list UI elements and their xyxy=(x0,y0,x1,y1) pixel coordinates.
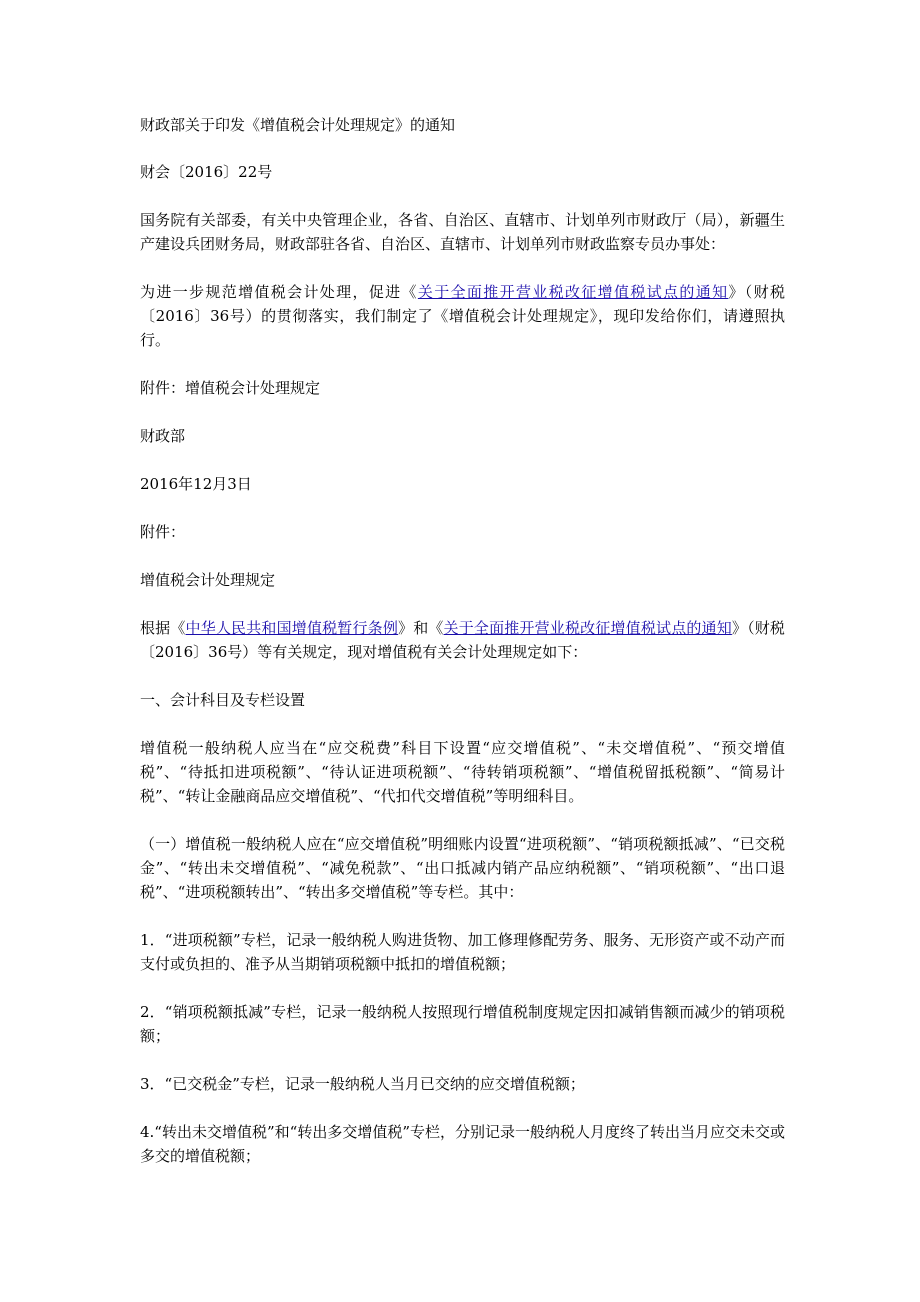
basis-paragraph xyxy=(140,616,785,664)
attachment-line: 附件：增值税会计处理规定 xyxy=(140,379,321,397)
pilot-notice-link[interactable]: 关于全面推开营业税改征增值税试点的通知 xyxy=(443,619,732,637)
notice-link[interactable]: 关于全面推开营业税改征增值税试点的通知 xyxy=(417,283,729,301)
intro-text-before: 为进一步规范增值税会计处理，促进《 xyxy=(140,283,418,301)
list-item: 2．“销项税额抵减”专栏，记录一般纳税人按照现行增值税制度规定因扣减销售额而减少的销项税额； xyxy=(140,1003,785,1045)
basis-text-3: 》（财税〔2016〕36号）等有关规定，现对增值税有关会计处理规定如下： xyxy=(140,619,785,661)
intro-paragraph xyxy=(140,280,785,352)
vat-regulation-link[interactable]: 中华人民共和国增值税暂行条例 xyxy=(185,619,399,637)
basis-text-1: 根据《 xyxy=(140,619,186,637)
issue-date: 2016年12月3日 xyxy=(140,475,252,493)
list-item: 1．“进项税额”专栏，记录一般纳税人购进货物、加工修理修配劳务、服务、无形资产或不动产而支付或负担的、准予从当期销项税额中抵扣的增值税额； xyxy=(140,931,785,973)
section-heading: 一、会计科目及专栏设置 xyxy=(140,691,306,709)
list-item: 4.“转出未交增值税”和“转出多交增值税”专栏，分别记录一般纳税人月度终了转出当月应交未交或多交的增值税额； xyxy=(140,1123,785,1165)
document-number: 财会〔2016〕22号 xyxy=(140,163,273,181)
section-body: 增值税一般纳税人应当在“应交税费”科目下设置“应交增值税”、“未交增值税”、“预交增值税”、“待抵扣进项税额”、“待认证进项税额”、“待转销项税额”、“增值税留抵税额”、“简易计税”、“转让金融商品应交增值税”、“代扣代交增值税”等明细科目。 xyxy=(140,739,785,805)
basis-text-2: 》和《 xyxy=(398,619,444,637)
document-title: 财政部关于印发《增值税会计处理规定》的通知 xyxy=(140,116,456,134)
rules-title: 增值税会计处理规定 xyxy=(140,571,276,589)
list-item: 3．“已交税金”专栏，记录一般纳税人当月已交纳的应交增值税额； xyxy=(140,1075,585,1093)
document-body xyxy=(140,113,785,1192)
attachment-header: 附件： xyxy=(140,523,186,541)
addressee-paragraph: 国务院有关部委，有关中央管理企业，各省、自治区、直辖市、计划单列市财政厅（局），新疆生产建设兵团财务局，财政部驻各省、自治区、直辖市、计划单列市财政监察专员办事处： xyxy=(140,211,785,253)
intro-text-after: 》（财税〔2016〕36号）的贯彻落实，我们制定了《增值税会计处理规定》，现印发给你们，请遵照执行。 xyxy=(140,283,785,349)
issuer: 财政部 xyxy=(140,427,186,445)
subsection-paragraph: （一）增值税一般纳税人应在“应交增值税”明细账内设置“进项税额”、“销项税额抵减”、“已交税金”、“转出未交增值税”、“减免税款”、“出口抵减内销产品应纳税额”、“销项税额”、“出口退税”、“进项税额转出”、“转出多交增值税”等专栏。其中： xyxy=(140,835,785,901)
